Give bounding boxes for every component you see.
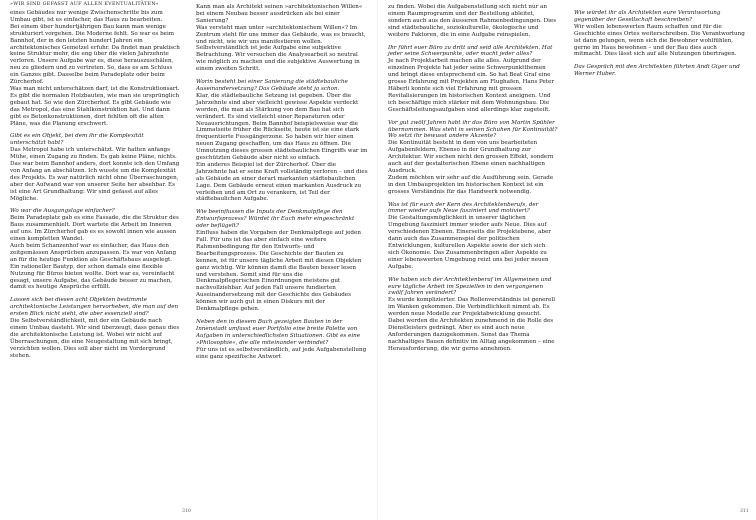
column-1	[10, 10, 180, 360]
interview-answer: Auch beim Schanzenhof war es einfacher, das Haus den zeitgemässen Ansprüchen anzupassen. Es war von Anfang an für die heutige Funktion als Geschäftshaus ausgelegt. Ein rationeller Bautyp, der schon damals eine flexible Nutzung für Büros bieten wollte. Dort war es, vereinfacht gesagt, unsere Aufgabe, das Gebäude besser zu machen, damit es heutige Ansprüche erfüllt.	[10, 243, 177, 291]
page-number-right: 311	[740, 509, 749, 514]
interview-answer: Klar, die städtebauliche Setzung ist gegeben. Über die Jahrzehnte sind aber vielleicht gewisse Aspekte verdeckt worden, die man als Stärkung von dem Bau hat sich verändert. Es sind vielleicht einer Reparaturen oder Neuausrichtungen. Beim Bannhof beispielsweise war die Limmatseite früher die Rückseite, heute ist sie eine stark frequentierte Fussgängerzone. So haben wir hier einen neuen Zugang geschaffen, um das Haus zu öffnen. Die Umnutzung dieses grossen städtebaulichen Eingriffs war im geschützten Gebäude aber nicht so einfach.	[196, 92, 368, 162]
interview-answer: eines Gebäudes nur wenige Zwischenschritte bis zum Umbau gibt, ist es einfacher, das Haus zu bearbeiten.	[10, 10, 163, 23]
interview-answer: Das Metropol habe ich unterschätzt. Wir hatten anfangs Mühe, einen Zugang zu finden. Es gab keine Pläne, nichts. Das war beim Bannhof anders, dort konnte ich den Umfang von Anfang an abschätzen. Ich wusste um die Komplexität des Projekts. Es war natürlich nicht ohne Überraschungen, aber der Aufwand war von unserer Seite her absehbar. Es ist eine Art Grundhaltung: Wir sind gefasst auf alles Mögliche.	[10, 147, 180, 202]
interview-question: Wie haben sich der Architektenberuf im Allgemeinen und eure tägliche Arbeit im Speziellen in den vergangenen zwölf Jahren verändert?	[388, 276, 552, 297]
interview-question: Gibt es ein Objekt, bei dem ihr die Komplexität unterschätzt habt?	[10, 133, 144, 147]
interview-answer: Ein anderes Beispiel ist der Zürcherhof. Über die Jahrzehnte hat er seine Kraft vollständig verloren – und dies als Gebäude an einer derart markanten städtebaulichen Lage. Dem Gebäude erneut einen markanten Ausdruck zu verleihen und am Ort zu verankern, ist Teil der städtebaulichen Aufgabe.	[196, 161, 368, 203]
interview-answer: Wir wollen lebenswerten Raum schaffen und für die Geschichte eines Ortes weiterschreiben. Die Verantwortung ist dann gelungen, wenn sich die Bewohner wohlfühlen, gerne im Haus bewohnen – und der Bau dies auch mitmacht. Dies lässt sich auf alle Nutzungen übertragen.	[574, 23, 745, 58]
interview-question: Wo war die Ausgangslage einfacher?	[10, 208, 115, 215]
running-head: »WIR SIND GEFASST AUF ALLEN EVENTUALITÄTEN«	[10, 2, 160, 7]
right-page	[378, 0, 756, 520]
interview-question: Worin besteht bei einer Sanierung die städtebauliche Auseinandersetzung? Das Gebäude steht ja schon.	[196, 79, 348, 92]
column-4	[574, 4, 746, 78]
interview-answer: Je nach Projektarbeit machen alle alles. Aufgrund der einzelnen Projekte hat jeder seine Schwerpunktthemen und bringt diese entsprechend ein. So hat Beat Graf eine grosse Erfahrung mit Projekten am Flughafen, Hans Peter Häberli konnte sich viel Erfahrung mit grossen Revitalisierungen im historischen Kontext aneignen. Und ich beschäftige mich stärker mit dem Wohnungsbau. Die Geschäftsleitungsaufgaben sind allerdings klar zugeteilt.	[388, 58, 555, 113]
interview-answer: Was versteht man unter »architektonischem Willen«? Im Zentrum steht für uns immer das Gebäude, was es braucht, und nicht, wie wir uns manifestieren wollen. Selbstverständlich ist jede Aufgabe eine subjektive Betrachtung. Wir versuchen die Analysearbeit so neutral wie möglich zu machen und die subjektive Auswertung in einem zweiten Schritt.	[196, 24, 366, 73]
interview-answer: Bei einem über hundertjährigen Bau kann man wenige strukturiert vorgehen. Die Moderne fehlt. So war es beim Bannhof, der in den letzten hundert Jahren ein architektonisches Gemetzel erfuhr. Da findet man praktisch keine Struktur mehr, die eng über die vielen Jahrzehnte verloren. Unsere Aufgabe war es, diese herauszuschälen, neu zu gliedern und zu vertreten. So, dass es am Schluss ein Ganzes gibt. Dasselbe beim Paradeplatz oder beim Zürcherhof.	[10, 23, 180, 86]
column-3	[388, 4, 558, 353]
interview-answer: Die Kontinuität besteht in dem von uns bearbeiteten Aufgabenfeldern, Ebenso in der Grundhaltung zur Architektur. Wir suchen nicht den grossen Effekt, sondern auch auf der gestalterischen Ebene einen nachhaltigen Ausdruck.	[388, 140, 554, 174]
interview-answer: Es wurde komplizierter. Das Rollenverständnis ist generell im Wanken gekommen. Die Verbindlichkeit nimmt ab. Es werden neue Modelle zur Projektabwicklung gesucht. Dabei werden die Architekten zunehmend in die Rolle des Dienstleisters gedrängt. Aber es sind auch neue Anforderungen dazugekommen. Sonst das Thema nachhaltiges Bauen definitiv im Alltag angekommen – eine Herausforderung, die wir gerne annehmen.	[388, 297, 555, 352]
page-number-left: 310	[182, 509, 191, 514]
interview-question: Wie würdet ihr als Architekten eure Verantwortung gegenüber der Gesellschaft beschreiben?	[574, 10, 721, 23]
interview-answer: Die Selbstverständlichkeit, mit der ein Gebäude nach einem Umbau dasteht. Wir sind überzeugt, dass genau dies die architektonische Leistung ist. Wobei wir nicht auf Überraschungen, die eine Neugestaltung mit sich bringt, verzichten wollen. Dies soll aber nicht im Vordergrund stehen.	[10, 318, 180, 359]
interview-answer: Was man nicht unterschätzen darf, ist die Konstruktionsart. Es gibt die normalen Holzbauten, wie man sie ursprünglich gebaut hat. So wie den Zürcherhof. Es gibt Gebäude wie das Metropol, das eine Stahlkonstruktion hat. Und dann gibt es Betonkonstruktionen, dort fehlten oft die alten Pläne, was die Planung erschwert.	[10, 85, 180, 127]
interview-question: Vor gut zwölf Jahren habt ihr das Büro von Martin Spühler übernommen. Was steht in seinen Schuhen für Kontinuität? Wo setzt ihr bewusst andere Akzente?	[388, 119, 558, 140]
interview-question: Was ist für euch der Kern des Architektenberufs, der immer wieder aufs Neue fasziniert und motiviert?	[388, 201, 539, 215]
column-2	[196, 4, 368, 360]
interview-answer: Kann man als Architekt seinen »architektonischen Willen« bei einem Neubau besser ausdrücken als bei einer Sanierung?	[196, 4, 363, 24]
interview-answer: zu finden. Wobei die Aufgabenstellung sich nicht nur an einem Raumprogramm und der Bestellung ableitet, sondern auch aus den äusseren Rahmenbedingungen. Dies sind städtebauliche, soziokulturelle, ökologische und weitere Faktoren, die in eine Aufgabe reinspielen.	[388, 4, 557, 38]
interview-answer: Die Gestaltungsmöglichkeit in unserer täglichen Umgebung fasziniert immer wieder aufs Neue. Dies auf verschiedenen Ebenen. Einerseits die Projektebene, aber dann auch das Zusammenspiel der politischen Entwicklungen, kulturellen Aspekte sowie der sich sich sich Ökonomie. Das Zusammenbringen aller Aspekte zu einer lebenswerten Umgebung reizt uns bei jeder neuen Aufgabe.	[388, 215, 551, 270]
interview-question: Wie beeinflussen die Inputs der Denkmalpflege den Entwurfsprozess? Würdet ihr Euch mehr eingeschränkt oder beflügelt?	[196, 209, 355, 230]
interview-question: Ihr führt euer Büro zu dritt und seid alle Architekten. Hat jeder seine Schwerpunkte, oder macht jeder alles?	[388, 44, 553, 58]
interview-answer: Beim Paradeplatz gab es eine Fassade, die die Struktur des Baus zusammenhielt. Dort wartete die Arbeit im Inneren auf uns. Im Zürcherhof gab es es sowohl innen wie aussen einen kompletten Wandel.	[10, 215, 179, 243]
interview-question: Lassen sich bei diesen acht Objekten bestimmte architektonische Leistungen hervorheben, die man auf den ersten Blick nicht sieht, die aber essenziell sind?	[10, 297, 179, 318]
interview-question: Das Gespräch mit den Architekten führten Andi Giger und Werner Huber.	[574, 64, 740, 78]
interview-answer: Für uns ist es selbstverständlich, auf jede Aufgabenstellung eine ganz spezifische Antwort	[196, 346, 367, 360]
interview-answer: Einfluss haben die Vorgaben der Denkmalpflege auf jeden Fall. Für uns ist das aber einfach eine weitere Rahmenbedingung für den Entwurfs- und Bearbeitungsprozess. Die Geschichte der Bauten zu kennen, ist für unsere tägliche Arbeit mit diesen Objekten ganz wichtig. Wir können damit die Bauten besser lesen und verstehen. Somit sind für uns die Denkmalpflegerischen Einordnungen meistens gut nachvollziehbar. Auf jeden Fall unsere fundierten Auseinandersetzung mit der Geschichte des Gebäudes können wir auch gut in einen Diskurs mit der Denkmalpflege gehen.	[196, 230, 362, 313]
interview-question: Neben den in diesem Buch gezeigten Bauten in der Innenstadt umfasst euer Portfolio eine breite Palette von Aufgaben in unterschiedlichsten Situationen. Gibt es eine »Philosophie«, die alle miteinander verbindet?	[196, 318, 361, 346]
interview-answer: Zudem möchten wir sehr auf die Ausführung sein. Gerade in den Umbauprojekten im historischen Kontext ist ein grosses Verständnis für das Handwerk notwendig.	[388, 174, 554, 195]
